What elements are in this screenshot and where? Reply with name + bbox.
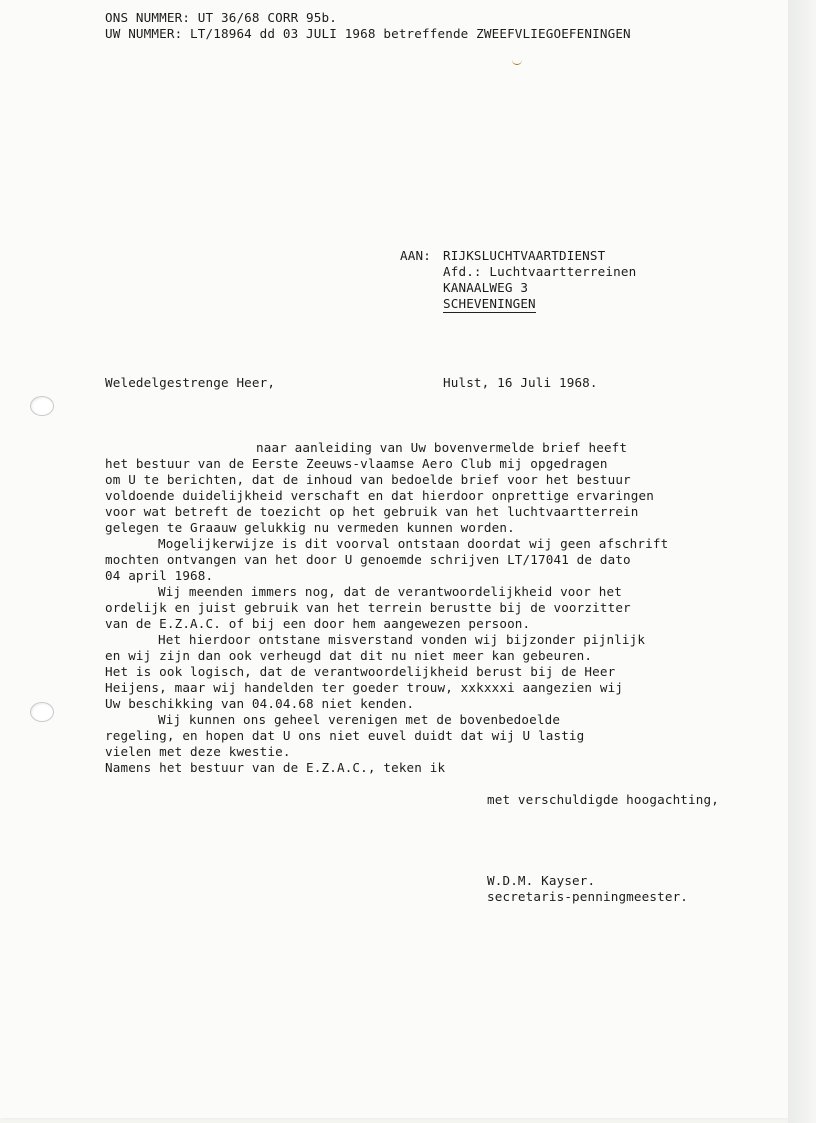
salutation: Weledelgestrenge Heer, bbox=[105, 375, 276, 390]
address-line-4: SCHEVENINGEN bbox=[443, 296, 536, 311]
body-line: vielen met deze kwestie. bbox=[105, 744, 291, 759]
body-line: om U te berichten, dat de inhoud van bedoelde brief voor het bestuur bbox=[105, 472, 631, 487]
body-line: van de E.Z.A.C. of bij een door hem aangewezen persoon. bbox=[105, 616, 531, 631]
body-line: regeling, en hopen dat U ons niet euvel duidt dat wij U lastig bbox=[105, 728, 585, 743]
address-line-2: Afd.: Luchtvaartterreinen bbox=[443, 264, 637, 279]
address-aan-label: AAN: bbox=[400, 248, 431, 263]
body-line: en wij zijn dan ook verheugd dat dit nu niet meer kan gebeuren. bbox=[105, 648, 593, 663]
signature-name: W.D.M. Kayser. bbox=[487, 873, 596, 888]
ons-nummer: ONS NUMMER: UT 36/68 CORR 95b. bbox=[105, 10, 337, 25]
body-line: gelegen te Graauw gelukkig nu vermeden kunnen worden. bbox=[105, 520, 515, 535]
body-line: het bestuur van de Eerste Zeeuws-vlaamse Aero Club mij opgedragen bbox=[105, 456, 608, 471]
punch-hole-top bbox=[30, 396, 54, 416]
body-line: Het hierdoor ontstane misverstand vonden wij bijzonder pijnlijk bbox=[158, 632, 646, 647]
body-line: voldoende duidelijkheid verschaft en dat hierdoor onprettige ervaringen bbox=[105, 488, 654, 503]
body-line: Wij kunnen ons geheel verenigen met de bovenbedoelde bbox=[158, 712, 561, 727]
body-line: voor wat betreft de toezicht op het gebruik van het luchtvaartterrein bbox=[105, 504, 639, 519]
closing: met verschuldigde hoogachting, bbox=[487, 792, 719, 807]
body-line: 04 april 1968. bbox=[105, 568, 214, 583]
punch-hole-bottom bbox=[30, 702, 54, 722]
body-line: ordelijk en juist gebruik van het terrein berustte bij de voorzitter bbox=[105, 600, 631, 615]
body-line: Het is ook logisch, dat de verantwoordelijkheid berust bij de Heer bbox=[105, 664, 616, 679]
uw-nummer: UW NUMMER: LT/18964 dd 03 JULI 1968 betreffende ZWEEFVLIEGOEFENINGEN bbox=[105, 26, 631, 41]
address-line-3: KANAALWEG 3 bbox=[443, 280, 529, 295]
body-line: Wij meenden immers nog, dat de verantwoordelijkheid voor het bbox=[158, 584, 622, 599]
body-line: Namens het bestuur van de E.Z.A.C., teken ik bbox=[105, 760, 446, 775]
address-line-1: RIJKSLUCHTVAARTDIENST bbox=[443, 248, 606, 263]
body-line: Heijens, maar wij handelden ter goeder trouw, xxkxxxi aangezien wij bbox=[105, 680, 624, 695]
place-date: Hulst, 16 Juli 1968. bbox=[443, 375, 598, 390]
body-line: mochten ontvangen van het door U genoemde schrijven LT/17041 de dato bbox=[105, 552, 631, 567]
body-line: Uw beschikking van 04.04.68 niet kenden. bbox=[105, 696, 415, 711]
body-line: Mogelijkerwijze is dit voorval ontstaan doordat wij geen afschrift bbox=[158, 536, 669, 551]
signature-title: secretaris-penningmeester. bbox=[487, 889, 689, 904]
body-line: naar aanleiding van Uw bovenvermelde brief heeft bbox=[256, 440, 628, 455]
page-edge bbox=[788, 0, 816, 1123]
